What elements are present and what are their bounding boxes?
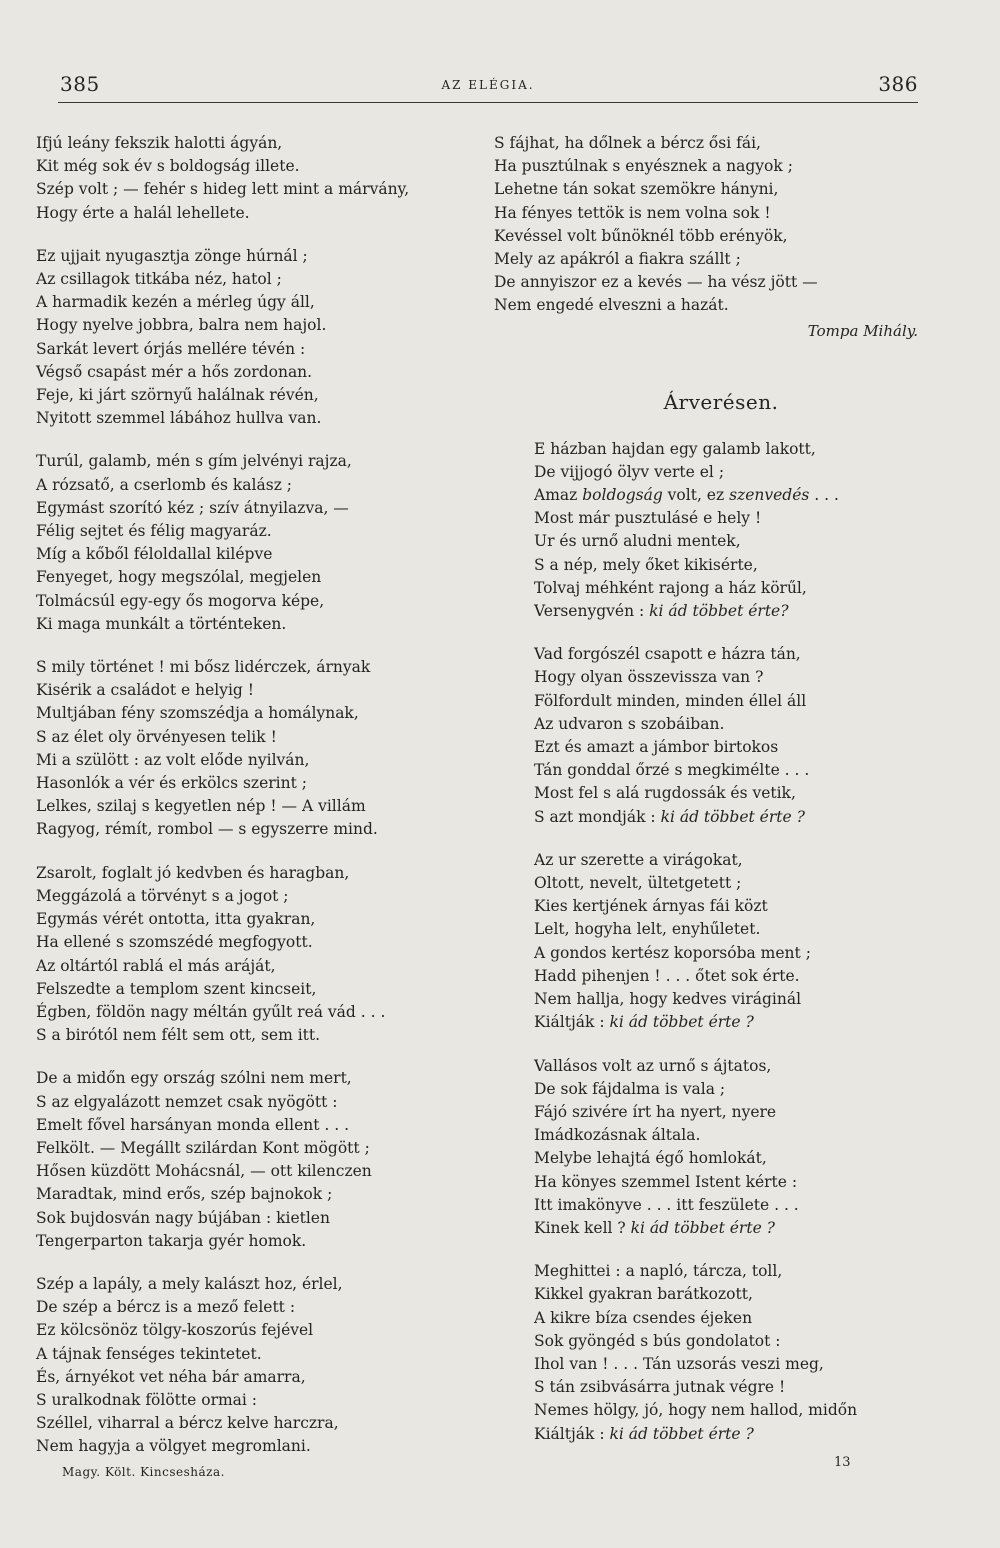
right-column xyxy=(494,132,934,1466)
poem-title: Árverésen. xyxy=(663,389,779,414)
verse-line: Lelkes, szilaj s kegyetlen nép ! — A villám xyxy=(36,797,366,816)
verse-line: S az elgyalázott nemzet csak nyögött : xyxy=(36,1092,338,1111)
verse-line: Széllel, viharral a bércz kelve harczra, xyxy=(36,1414,339,1433)
emphasis: boldogság xyxy=(582,486,663,505)
verse-line: Melybe lehajtá égő homlokát, xyxy=(534,1149,767,1168)
verse-line: Lehetne tán sokat szemökre hányni, xyxy=(494,180,779,199)
stanza xyxy=(36,1067,476,1253)
verse-line: Meghittei : a napló, tárcza, toll, xyxy=(534,1262,783,1281)
verse-line: Ur és urnő aludni mentek, xyxy=(534,532,741,551)
stanza xyxy=(36,656,476,842)
refrain: ki ád többet érte ? xyxy=(609,1013,754,1032)
verse-line: Sok gyöngéd s bús gondolatot : xyxy=(534,1331,781,1350)
refrain-line: Kiáltják : ki ád többet érte ? xyxy=(534,1013,754,1032)
verse-line: De sok fájdalma is vala ; xyxy=(534,1079,726,1098)
verse-line: Nemes hölgy, jó, hogy nem hallod, midőn xyxy=(534,1401,858,1420)
verse-line: Emelt fővel harsányan monda ellent . . . xyxy=(36,1115,350,1134)
verse-line: Tengerparton takarja gyér homok. xyxy=(36,1231,307,1250)
verse-line: S a nép, mely őket kikisérte, xyxy=(534,555,758,574)
verse-line: Ez ujjait nyugasztja zönge húrnál ; xyxy=(36,246,308,265)
poem-arveresen xyxy=(494,438,934,1446)
verse-line: Égben, földön nagy méltán gyűlt reá vád . . . xyxy=(36,1002,386,1021)
verse-line: S fájhat, ha dőlnek a bércz ősi fái, xyxy=(494,134,761,152)
stanza xyxy=(36,862,476,1048)
verse-line: Vallásos volt az urnő s ájtatos, xyxy=(534,1056,772,1075)
verse-line: Szép a lapály, a mely kalászt hoz, érlel, xyxy=(36,1274,343,1293)
verse-line: Itt imakönyve . . . itt feszülete . . . xyxy=(534,1195,799,1214)
verse-line: Tán gonddal őrzé s megkimélte . . . xyxy=(534,761,810,780)
stanza xyxy=(36,132,476,225)
verse-line: Hogy érte a halál lehellete. xyxy=(36,203,250,222)
stanza xyxy=(494,849,934,1035)
verse-line: Kit még sok év s boldogság illete. xyxy=(36,157,300,176)
verse-line: Nem engedé elveszni a hazát. xyxy=(494,296,729,315)
verse-line: Ha fényes tettök is nem volna sok ! xyxy=(494,203,771,222)
verse-line: Nem hagyja a völgyet megromlani. xyxy=(36,1437,311,1456)
verse-line: Fölfordult minden, minden éllel áll xyxy=(534,691,807,710)
verse-line: Ha könyes szemmel Istent kérte : xyxy=(534,1172,798,1191)
verse-line: Sok bujdosván nagy bújában : kietlen xyxy=(36,1208,330,1227)
refrain: ki ád többet érte ? xyxy=(609,1424,754,1443)
verse-line: Ki maga munkált a történteken. xyxy=(36,614,287,633)
refrain: ki ád többet érte? xyxy=(649,602,789,621)
left-column xyxy=(36,132,476,1479)
verse-line: Ha ellené s szomszédé megfogyott. xyxy=(36,933,313,952)
verse-line: Ez kölcsönöz tölgy-koszorús fejével xyxy=(36,1321,314,1340)
verse-line: Felkölt. — Megállt szilárdan Kont mögött ; xyxy=(36,1138,370,1157)
footer-signature: Magy. Költ. Kincsesháza. xyxy=(62,1465,225,1479)
refrain-line: Kiáltják : ki ád többet érte ? xyxy=(534,1424,754,1443)
verse-line: Míg a kőből féloldallal kilépve xyxy=(36,545,273,564)
verse-line: Végső csapást mér a hős zordonan. xyxy=(36,362,313,381)
stanza xyxy=(494,1055,934,1241)
page-header xyxy=(58,72,918,103)
verse-line: Hasonlók a vér és erkölcs szerint ; xyxy=(36,774,307,793)
verse-line: Kies kertjének árnyas fái közt xyxy=(534,897,768,916)
verse-line: A tájnak fenséges tekintetet. xyxy=(36,1344,262,1363)
verse-line: Tolmácsúl egy-egy ős mogorva képe, xyxy=(36,591,325,610)
verse-line: De annyiszor ez a kevés — ha vész jött — xyxy=(494,273,818,292)
signature: Tompa Mihály. xyxy=(807,321,918,340)
verse-line: Hősen küzdött Mohácsnál, — ott kilenczen xyxy=(36,1162,372,1181)
verse-line: A harmadik kezén a mérleg úgy áll, xyxy=(36,293,315,312)
verse-line: Turúl, galamb, mén s gím jelvényi rajza, xyxy=(36,452,352,471)
verse-line: A gondos kertész koporsóba ment ; xyxy=(534,943,811,962)
verse-line: A rózsatő, a cserlomb és kalász ; xyxy=(36,475,293,494)
verse-line: Mely az apákról a fiakra szállt ; xyxy=(494,250,741,269)
verse-line: Kikkel gyakran barátkozott, xyxy=(534,1285,753,1304)
verse-line: Hogy olyan összevissza van ? xyxy=(534,668,764,687)
verse-line: Lelt, hogyha lelt, enyhűletet. xyxy=(534,920,761,939)
verse-line: Az ur szerette a virágokat, xyxy=(534,850,743,869)
verse-line: Kisérik a családot e helyig ! xyxy=(36,681,255,700)
stanza xyxy=(494,1260,934,1446)
verse-line: Ihol van ! . . . Tán uzsorás veszi meg, xyxy=(534,1354,824,1373)
verse-line: De a midőn egy ország szólni nem mert, xyxy=(36,1069,352,1088)
verse-line: Hogy nyelve jobbra, balra nem hajol. xyxy=(36,316,327,335)
refrain: ki ád többet érte ? xyxy=(660,807,805,826)
verse-line: Az csillagok titkába néz, hatol ; xyxy=(36,270,282,289)
verse-line: S mily történet ! mi bősz lidérczek, árnyak xyxy=(36,658,371,677)
verse-line: Tolvaj méhként rajong a ház körűl, xyxy=(534,578,807,597)
verse-line: Zsarolt, foglalt jó kedvben és haragban, xyxy=(36,863,350,882)
verse-line: Fenyeget, hogy megszólal, megjelen xyxy=(36,568,322,587)
verse-line: Egymás vérét ontotta, itta gyakran, xyxy=(36,910,316,929)
stanza xyxy=(36,450,476,636)
verse-line: Szép volt ; — fehér s hideg lett mint a márvány, xyxy=(36,180,410,199)
refrain-line: Versenygvén : ki ád többet érte? xyxy=(534,602,789,621)
verse-line: A kikre bíza csendes éjeken xyxy=(534,1308,753,1327)
stanza-top xyxy=(494,132,934,318)
refrain-line: Kinek kell ? ki ád többet érte ? xyxy=(534,1218,775,1237)
stanza xyxy=(36,245,476,431)
emphasis: szenvedés xyxy=(729,486,810,505)
verse-line: Hadd pihenjen ! . . . őtet sok érte. xyxy=(534,966,800,985)
verse-line: Ragyog, rémít, rombol — s egyszerre mind. xyxy=(36,820,378,839)
verse-line: S az élet oly örvényesen telik ! xyxy=(36,727,277,746)
verse-line: S uralkodnak fölötte ormai : xyxy=(36,1390,258,1409)
verse-line: Amaz boldogság volt, ez szenvedés . . . xyxy=(534,486,839,505)
verse-line: De vijjogó ölyv verte el ; xyxy=(534,462,725,481)
verse-line: Mi a szülött : az volt előde nyilván, xyxy=(36,750,310,769)
verse-line: Félig sejtet és félig magyaráz. xyxy=(36,522,272,541)
verse-line: Most fel s alá rugdossák és vetik, xyxy=(534,784,796,803)
right-page-number: 386 xyxy=(878,72,918,96)
verse-line: Nyitott szemmel lábához hullva van. xyxy=(36,409,322,428)
verse-line: Fájó szivére írt ha nyert, nyere xyxy=(534,1102,777,1121)
stanza xyxy=(36,1273,476,1459)
stanza xyxy=(494,643,934,829)
verse-line: Most már pusztulásé e hely ! xyxy=(534,509,762,528)
verse-line: Kevéssel volt bűnöknél több erényök, xyxy=(494,226,788,245)
verse-line: Multjában fény szomszédja a homálynak, xyxy=(36,704,359,723)
verse-line: Feje, ki járt szörnyű halálnak révén, xyxy=(36,386,319,405)
verse-line: Ezt és amazt a jámbor birtokos xyxy=(534,738,779,757)
left-page-number: 385 xyxy=(60,72,100,96)
verse-line: És, árnyékot vet néha bár amarra, xyxy=(36,1367,306,1386)
running-head: AZ ELÉGIA. xyxy=(441,78,535,92)
verse-line: S tán zsibvásárra jutnak végre ! xyxy=(534,1378,786,1397)
verse-line: De szép a bércz is a mező felett : xyxy=(36,1298,296,1317)
verse-line: Vad forgószél csapott e házra tán, xyxy=(534,645,801,664)
verse-line: Meggázolá a törvényt s a jogot ; xyxy=(36,886,289,905)
verse-line: Imádkozásnak általa. xyxy=(534,1126,701,1145)
verse-line: Az udvaron s szobáiban. xyxy=(534,714,725,733)
verse-line: E házban hajdan egy galamb lakott, xyxy=(534,439,816,458)
verse-line: Ifjú leány fekszik halotti ágyán, xyxy=(36,134,283,152)
verse-line: Egymást szorító kéz ; szív átnyilazva, — xyxy=(36,498,349,517)
verse-line: Nem hallja, hogy kedves viráginál xyxy=(534,990,802,1009)
verse-line: Maradtak, mind erős, szép bajnokok ; xyxy=(36,1185,333,1204)
verse-line: Az oltártól rablá el más aráját, xyxy=(36,956,276,975)
sheet-number: 13 xyxy=(834,1455,851,1470)
refrain-line: S azt mondják : ki ád többet érte ? xyxy=(534,807,805,826)
verse-line: Felszedte a templom szent kincseit, xyxy=(36,979,317,998)
verse-line: Oltott, nevelt, ültetgetett ; xyxy=(534,874,742,893)
verse-line: Sarkát levert órjás mellére tévén : xyxy=(36,339,306,358)
verse-line: S a birótól nem félt sem ott, sem itt. xyxy=(36,1026,321,1045)
stanza xyxy=(494,438,934,624)
verse-line: Ha pusztúlnak s enyésznek a nagyok ; xyxy=(494,157,793,176)
refrain: ki ád többet érte ? xyxy=(630,1218,775,1237)
